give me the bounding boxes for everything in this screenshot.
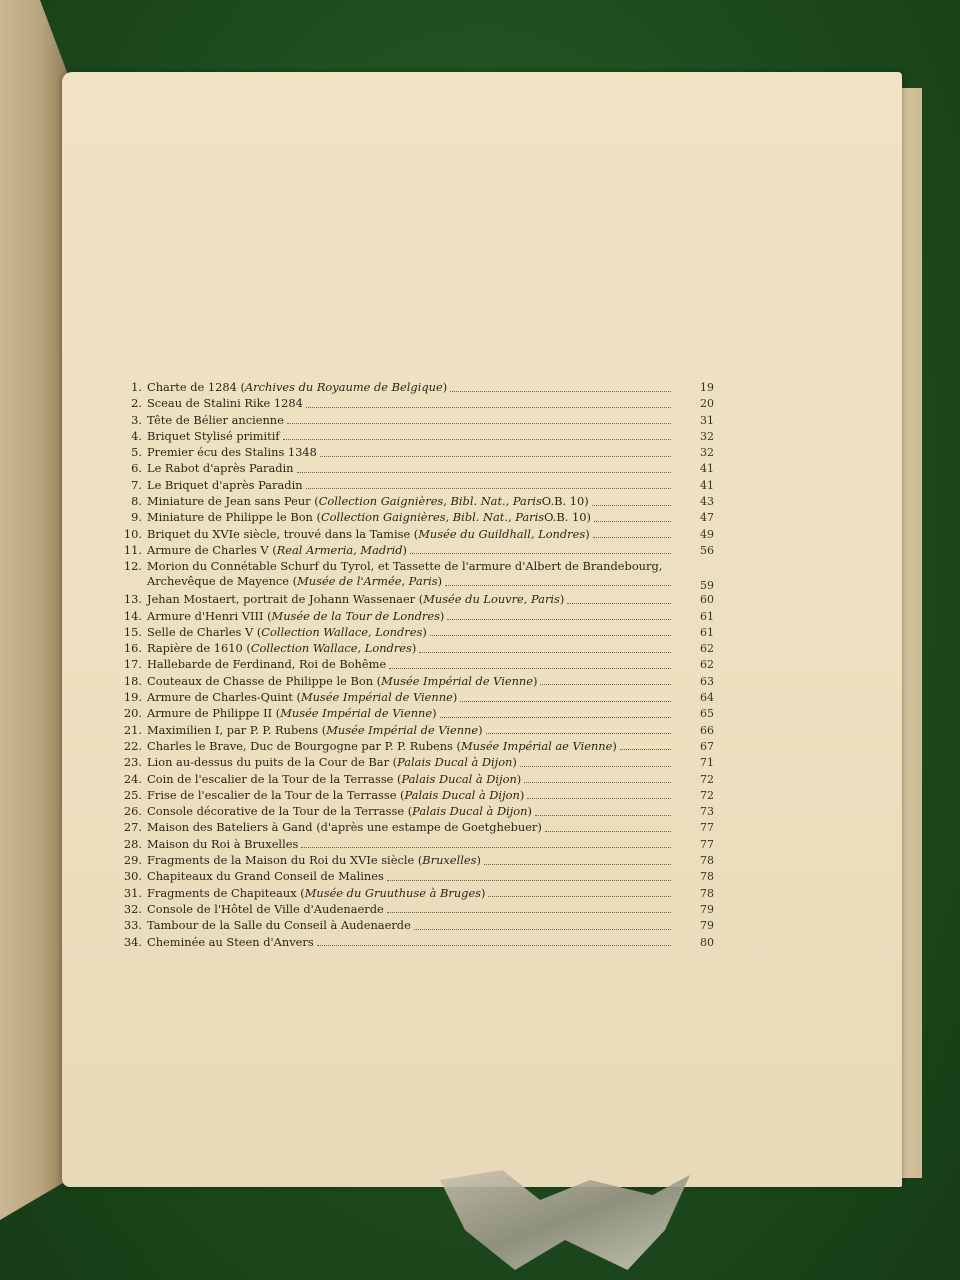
toc-source: Musée du Gruuthuse à Bruges: [304, 885, 482, 900]
toc-number: 14.: [123, 608, 142, 623]
toc-number: 26.: [123, 804, 142, 819]
toc-row: [114, 625, 714, 641]
toc-source: Musée Impérial de Vienne: [280, 706, 433, 721]
dot-leader: [306, 399, 671, 408]
toc-row: [114, 641, 714, 657]
toc-number: 28.: [123, 836, 142, 851]
toc-title: Cheminée au Steen d'Anvers: [147, 934, 314, 949]
toc-row: [114, 690, 714, 706]
toc-title: Armure de Philippe II (: [147, 706, 281, 721]
toc-number: 27.: [123, 820, 142, 835]
toc-row: [114, 510, 714, 526]
toc-page-number: 80: [700, 935, 714, 949]
toc-number: 7.: [131, 477, 142, 492]
dot-leader: [545, 823, 671, 832]
toc-title: Frise de l'escalier de la Tour de la Terrasse (: [147, 787, 405, 802]
dot-leader: [440, 709, 671, 718]
toc-source: Musée Impérial de Vienne: [381, 673, 534, 688]
toc-page-number: 72: [700, 772, 714, 786]
toc-row: [114, 804, 714, 820]
toc-number: 11.: [123, 542, 142, 557]
toc-page-number: 47: [700, 511, 714, 525]
toc-page-number: 32: [700, 429, 714, 443]
toc-number: 30.: [123, 869, 142, 884]
toc-title: Charles le Brave, Duc de Bourgogne par P. P. Rubens (: [147, 738, 461, 753]
toc-title: Armure de Charles V (: [147, 542, 277, 557]
toc-number: 18.: [123, 673, 142, 688]
toc-page-number: 77: [700, 837, 714, 851]
toc-title: Fragments de la Maison du Roi du XVIe siècle (: [147, 853, 423, 868]
toc-page-number: 20: [700, 397, 714, 411]
toc-number: 25.: [123, 787, 142, 802]
toc-source: Musée du Louvre, Paris: [423, 592, 560, 607]
toc-source: Collection Gaignières, Bibl. Nat., Paris: [320, 510, 545, 525]
dot-leader: [540, 676, 671, 685]
toc-number: 32.: [123, 901, 142, 916]
toc-row: [114, 527, 714, 543]
toc-row: [114, 592, 714, 608]
toc-row: [114, 755, 714, 771]
toc-number: 19.: [123, 690, 142, 705]
toc-number: 16.: [123, 641, 142, 656]
dot-leader: [301, 839, 671, 848]
dot-leader: [593, 529, 671, 538]
dot-leader: [460, 693, 671, 702]
toc-page-number: 62: [700, 642, 714, 656]
toc-row: [114, 559, 714, 592]
dot-leader: [320, 448, 671, 457]
toc-row: [114, 869, 714, 885]
toc-row: [114, 657, 714, 673]
toc-title: Miniature de Jean sans Peur (: [147, 494, 319, 509]
toc-page-number: 62: [700, 658, 714, 672]
dot-leader: [535, 807, 671, 816]
toc-title-suffix: ): [422, 624, 427, 639]
toc-title-continued: Archevêque de Mayence (: [147, 574, 298, 589]
toc-number: 20.: [123, 706, 142, 721]
toc-page-number: 78: [700, 886, 714, 900]
toc-number: 29.: [123, 853, 142, 868]
toc-source: Palais Ducal à Dijon: [397, 755, 513, 770]
toc-title-suffix: ): [452, 690, 458, 705]
toc-number: 10.: [123, 526, 142, 541]
dot-leader: [524, 774, 671, 783]
dot-leader: [567, 595, 671, 604]
toc-row: [114, 788, 714, 804]
toc-number: 21.: [123, 722, 142, 737]
toc-title-suffix: ): [402, 542, 407, 557]
toc-title-suffix: ): [481, 885, 486, 900]
toc-title: Briquet du XVIe siècle, trouvé dans la Tamise (: [147, 526, 419, 541]
dot-leader: [450, 383, 671, 392]
toc-title: Miniature de Philippe le Bon (: [147, 510, 321, 525]
toc-title-suffix: ): [432, 706, 437, 721]
toc-title: Le Rabot d'après Paradin: [147, 461, 294, 476]
toc-page-number: 78: [700, 870, 714, 884]
toc-title: Morion du Connétable Schurf du Tyrol, et Tassette de l'armure d'Albert de Brandebourg,: [147, 559, 663, 574]
toc-title: Coin de l'escalier de la Tour de la Terrasse (: [147, 771, 402, 786]
toc-page-number: 43: [700, 495, 714, 509]
toc-row: [114, 837, 714, 853]
toc-source: Bruxelles: [422, 853, 477, 868]
toc-number: 23.: [123, 755, 142, 770]
toc-page-number: 32: [700, 446, 714, 460]
toc-page-number: 59: [700, 579, 714, 593]
toc-title-suffix: ): [527, 804, 532, 819]
toc-row: [114, 918, 714, 934]
toc-title: Hallebarde de Ferdinand, Roi de Bohême: [147, 657, 387, 672]
dot-leader: [297, 464, 671, 473]
toc-title: Maison du Roi à Bruxelles: [147, 836, 299, 851]
dot-leader: [283, 431, 671, 440]
toc-page-number: 61: [700, 625, 714, 639]
toc-number: 12.: [123, 559, 142, 574]
toc-number: 8.: [131, 494, 142, 509]
toc-page-number: 71: [700, 756, 714, 770]
toc-number: 9.: [131, 510, 142, 525]
toc-page-number: 61: [700, 609, 714, 623]
toc-source: Musée de l'Armée, Paris: [297, 574, 438, 589]
dot-leader: [387, 904, 671, 913]
toc-source: Musée Impérial de Vienne: [300, 690, 453, 705]
toc-number: 17.: [123, 657, 142, 672]
toc-title: Chapiteaux du Grand Conseil de Malines: [147, 869, 384, 884]
toc-source: Palais Ducal à Dijon: [404, 787, 520, 802]
toc-row: [114, 380, 714, 396]
toc-row: [114, 935, 714, 951]
toc-source: Collection Gaignières, Bibl. Nat., Paris: [318, 494, 542, 509]
toc-page-number: 66: [700, 723, 714, 737]
toc-title-suffix: ): [559, 592, 565, 607]
toc-number: 24.: [123, 771, 142, 786]
dot-leader: [527, 790, 671, 799]
toc-title-suffix: O.B. 10): [544, 510, 591, 525]
toc-source: Collection Wallace, Londres: [250, 641, 412, 656]
toc-row: [114, 461, 714, 477]
toc-page-number: 49: [700, 527, 714, 541]
toc-number: 1.: [131, 380, 142, 394]
toc-page-number: 79: [700, 902, 714, 916]
toc-row: [114, 853, 714, 869]
dot-leader: [594, 513, 671, 522]
dot-leader: [486, 725, 671, 734]
toc-title-suffix: ): [478, 722, 483, 737]
dot-leader: [414, 921, 671, 930]
toc-source: Collection Wallace, Londres: [261, 624, 423, 639]
toc-title: Console de l'Hôtel de Ville d'Audenaerde: [147, 901, 384, 916]
toc-title: Couteaux de Chasse de Philippe le Bon (: [147, 673, 382, 688]
toc-source: Archives du Royaume de Belgique: [244, 380, 443, 394]
toc-row: [114, 445, 714, 461]
dot-leader: [430, 627, 671, 636]
toc-title: Rapière de 1610 (: [147, 641, 251, 656]
toc-row: [114, 902, 714, 918]
toc-source: Musée de la Tour de Londres: [271, 608, 440, 623]
toc-number: 31.: [123, 885, 142, 900]
dot-leader: [317, 937, 671, 946]
toc-title: Sceau de Stalini Rike 1284: [147, 396, 303, 411]
toc-title: Tambour de la Salle du Conseil à Audenaerde: [147, 918, 411, 933]
toc-title-suffix: ): [585, 526, 590, 541]
toc-title-suffix: ): [612, 738, 617, 753]
toc-number: 5.: [131, 445, 142, 460]
toc-title: Armure d'Henri VIII (: [147, 608, 272, 623]
toc-page-number: 41: [700, 478, 714, 492]
toc-page-number: 31: [700, 413, 714, 427]
toc-title: Maison des Bateliers à Gand (d'après une estampe de Goetghebuer): [147, 820, 542, 835]
toc-title: Briquet Stylisé primitif: [147, 428, 280, 443]
toc-page-number: 77: [700, 821, 714, 835]
toc-number: 15.: [123, 624, 142, 639]
toc-title: Lion au-dessus du puits de la Cour de Bar (: [147, 755, 398, 770]
toc-title-suffix: ): [512, 755, 517, 770]
toc-row: [114, 820, 714, 836]
dot-leader: [410, 545, 671, 554]
toc-title-suffix: ): [437, 574, 443, 589]
toc-page-number: 73: [700, 805, 714, 819]
toc-number: 2.: [131, 396, 142, 411]
toc-page-number: 19: [700, 381, 714, 394]
toc-title: Armure de Charles-Quint (: [147, 690, 301, 705]
dot-leader: [387, 872, 671, 881]
dot-leader: [484, 856, 671, 865]
toc-row: [114, 772, 714, 788]
toc-page-number: 65: [700, 707, 714, 721]
toc-row: [114, 543, 714, 559]
toc-title-suffix: ): [439, 608, 445, 623]
toc-row: [114, 723, 714, 739]
toc-number: 22.: [123, 738, 142, 753]
dot-leader: [592, 497, 671, 506]
toc-row: [114, 706, 714, 722]
dot-leader: [306, 480, 671, 489]
toc-row: [114, 396, 714, 412]
toc-page-number: 56: [700, 543, 714, 557]
dot-leader: [389, 660, 671, 669]
dot-leader: [488, 888, 671, 897]
toc-row: [114, 429, 714, 445]
toc-title: Maximilien I, par P. P. Rubens (: [147, 722, 327, 737]
toc-number: 6.: [131, 461, 142, 476]
toc-source: Palais Ducal à Dijon: [401, 771, 517, 786]
toc-title: Charte de 1284 (: [147, 380, 245, 394]
toc-number: 4.: [131, 428, 142, 443]
toc-row: [114, 494, 714, 510]
toc-title: Tête de Bélier ancienne: [147, 412, 284, 427]
toc-title-suffix: ): [476, 853, 481, 868]
toc-page-number: 78: [700, 854, 714, 868]
dot-leader: [419, 644, 671, 653]
dot-leader: [287, 415, 671, 424]
toc-title: Premier écu des Stalins 1348: [147, 445, 317, 460]
toc-page-number: 67: [700, 739, 714, 753]
toc-title-suffix: ): [442, 380, 448, 394]
dot-leader: [445, 577, 671, 586]
toc-title: Console décorative de la Tour de la Terrasse (: [147, 804, 413, 819]
toc-source: Musée Impérial ae Vienne: [460, 738, 613, 753]
toc-row: [114, 478, 714, 494]
toc-source: Palais Ducal à Dijon: [412, 804, 528, 819]
toc-title-suffix: O.B. 10): [541, 494, 589, 509]
toc-title-suffix: ): [533, 673, 538, 688]
toc-page-number: 79: [700, 919, 714, 933]
toc-number: 34.: [123, 934, 142, 949]
toc-title: Jehan Mostaert, portrait de Johann Wassenaer (: [147, 592, 424, 607]
toc-title: Le Briquet d'après Paradin: [147, 477, 303, 492]
toc-row: [114, 886, 714, 902]
toc-page-number: 64: [700, 691, 714, 705]
toc-source: Real Armeria, Madrid: [276, 542, 403, 557]
toc-title-suffix: ): [519, 787, 525, 802]
toc-page-number: 72: [700, 788, 714, 802]
toc-number: 33.: [123, 918, 142, 933]
toc-row: [114, 609, 714, 625]
toc-number: 13.: [123, 592, 142, 607]
toc-title-suffix: ): [411, 641, 417, 656]
toc-page-number: 63: [700, 674, 714, 688]
table-of-illustrations: [114, 380, 714, 951]
left-page-edge: [0, 0, 70, 1280]
dot-leader: [620, 741, 671, 750]
dot-leader: [447, 611, 671, 620]
toc-title: Selle de Charles V (: [147, 624, 262, 639]
toc-number: 3.: [131, 412, 142, 427]
toc-page-number: 41: [700, 462, 714, 476]
toc-page-number: 60: [700, 593, 714, 607]
toc-row: [114, 739, 714, 755]
toc-source: Musée du Guildhall, Londres: [418, 526, 586, 541]
toc-row: [114, 674, 714, 690]
toc-row: [114, 413, 714, 429]
toc-title-suffix: ): [516, 771, 522, 786]
toc-title: Fragments de Chapiteaux (: [147, 885, 305, 900]
toc-source: Musée Impérial de Vienne: [326, 722, 479, 737]
dot-leader: [520, 758, 671, 767]
